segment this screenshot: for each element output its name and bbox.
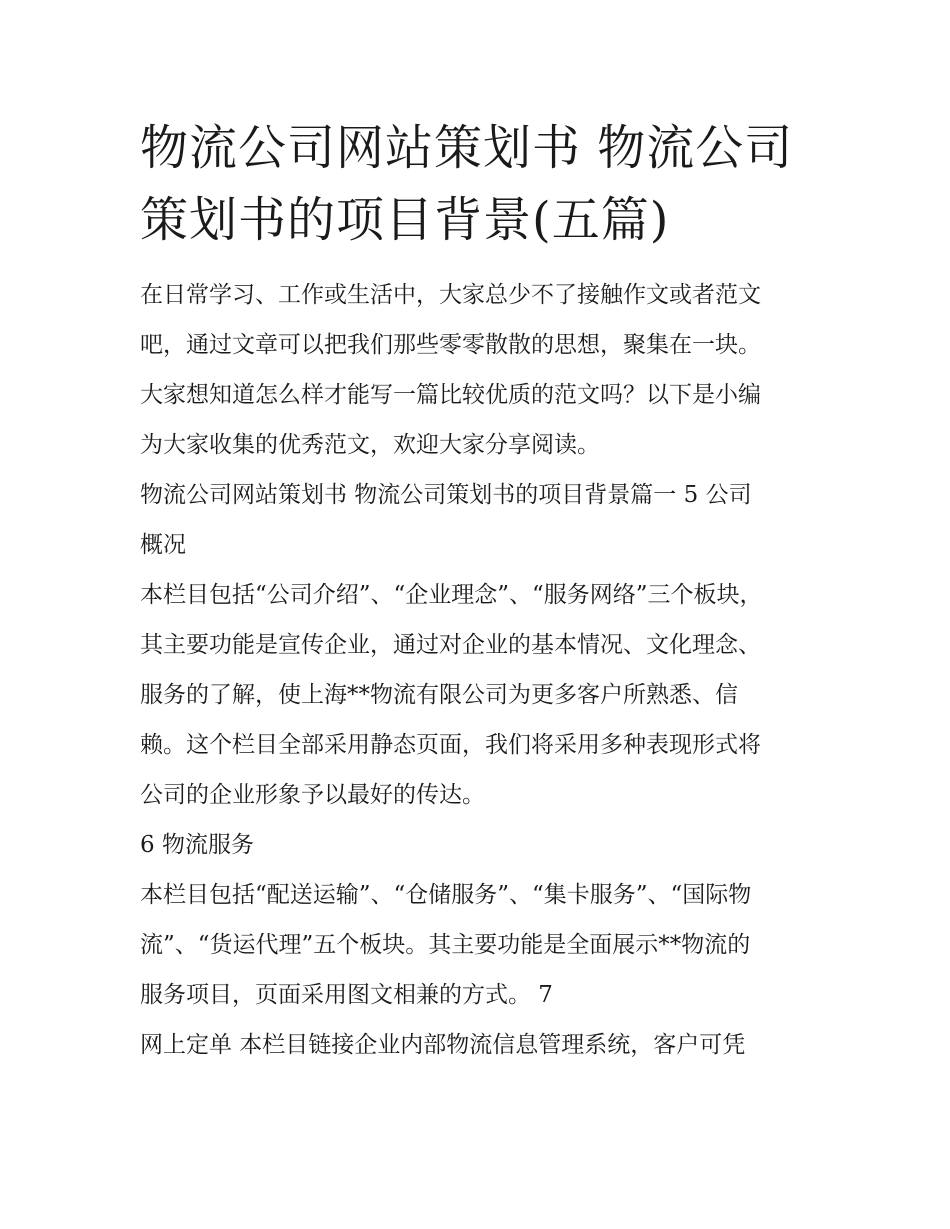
title-line-1: 物流公司网站策划书 物流公司: [140, 120, 794, 176]
intro-paragraph: 在日常学习、工作或生活中，大家总少不了接触作文或者范文 吧，通过文章可以把我们那些零零散散的思想，聚集在一块。 大家想知道怎么样才能写一篇比较优质的范文吗？以下是小编 为大家收集的优秀范文，欢迎大家分享阅读。: [140, 282, 761, 458]
logistics-services-paragraph: 本栏目包括“配送运输”、“仓储服务”、“集卡服务”、“国际物 流”、“货运代理”五个板块。其主要功能是全面展示**物流的 服务项目，页面采用图文相兼的方式。 7: [140, 882, 752, 1008]
document-title: [140, 112, 820, 256]
company-overview-paragraph: 本栏目包括“公司介绍”、“企业理念”、“服务网络”三个板块， 其主要功能是宣传企业，通过对企业的基本情况、文化理念、 服务的了解，使上海**物流有限公司为更多客户所熟悉、信 赖。这个栏目全部采用静态页面，我们将采用多种表现形式将 公司的企业形象予以最好的传达。: [140, 582, 763, 808]
section-heading-logistics-services: 6 物流服务: [140, 832, 254, 858]
section-heading-company-overview: 物流公司网站策划书 物流公司策划书的项目背景篇一 5 公司 概况: [140, 482, 752, 558]
document-page: [140, 112, 820, 1070]
title-line-2: 策划书的项目背景(五篇): [140, 192, 670, 248]
online-order-paragraph: 网上定单 本栏目链接企业内部物流信息管理系统，客户可凭: [140, 1032, 746, 1058]
